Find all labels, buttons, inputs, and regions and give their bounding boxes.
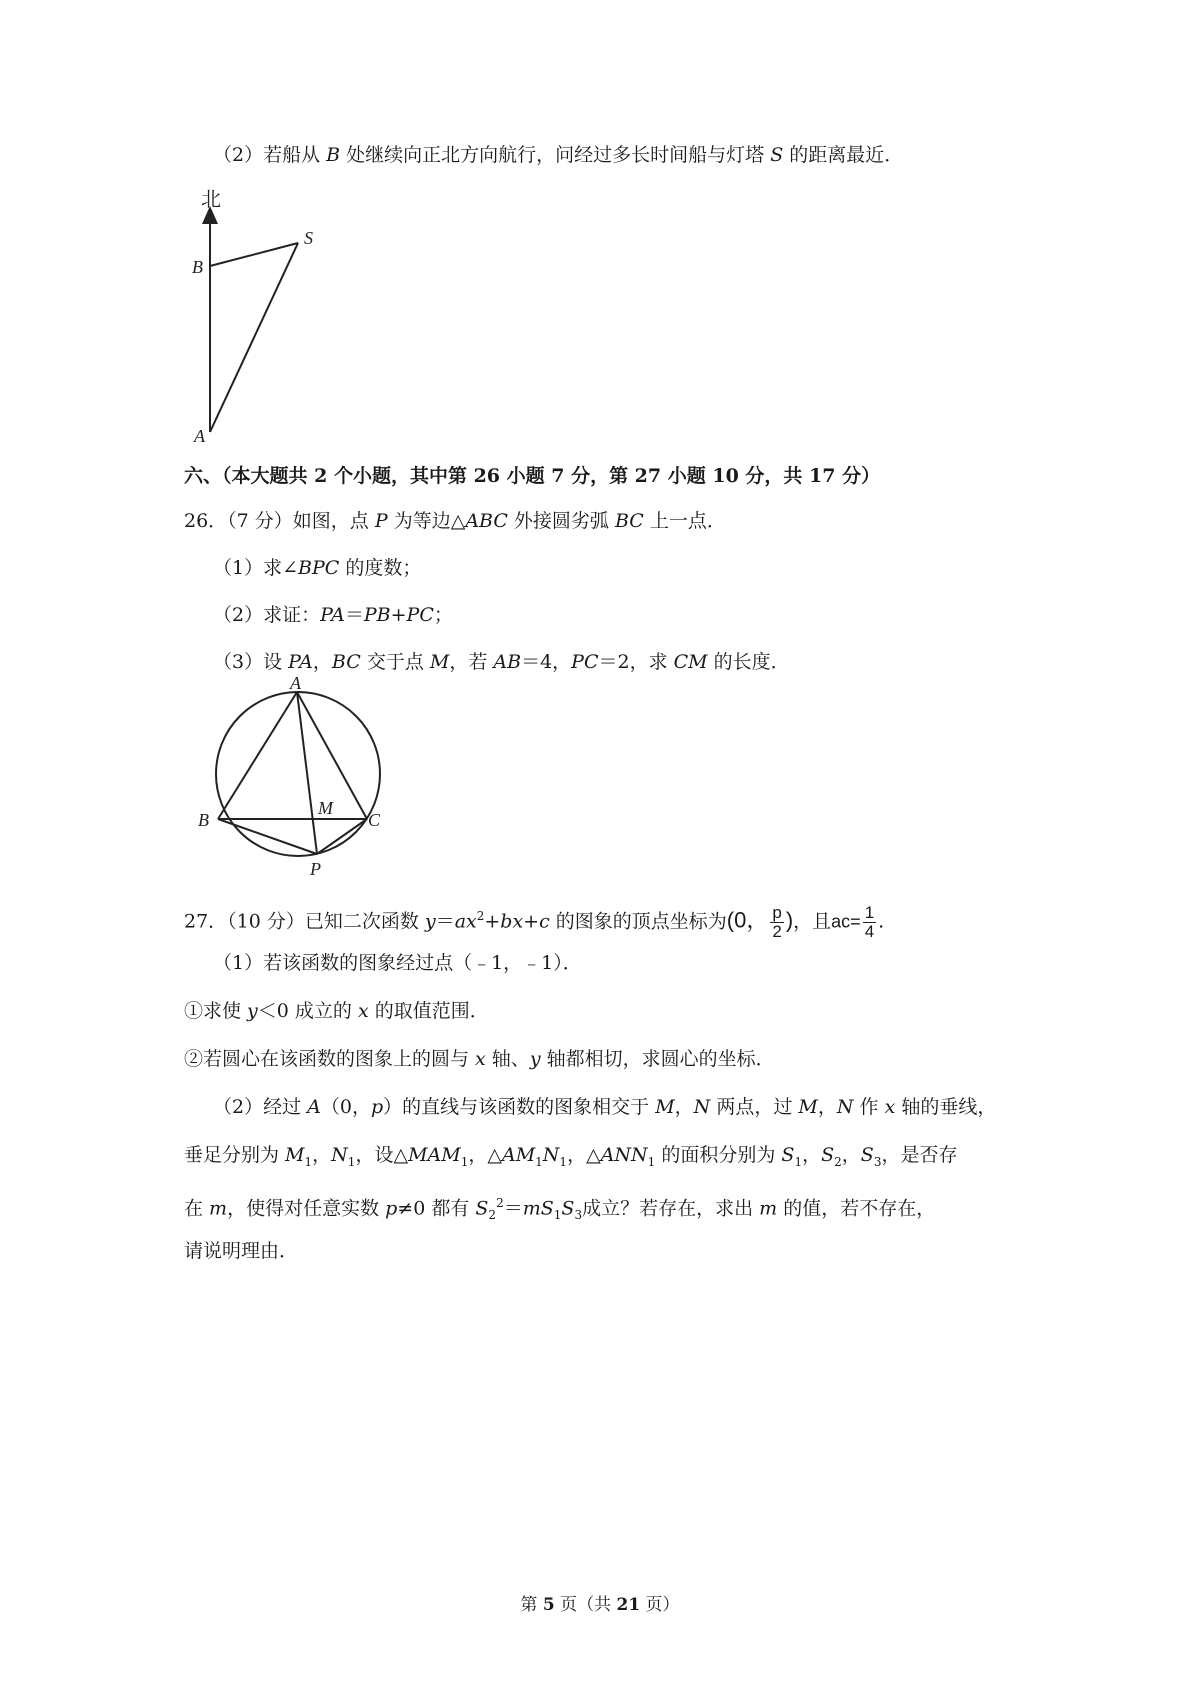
label-c: C <box>368 810 381 830</box>
q26-part1: （1）求∠BPC 的度数； <box>213 557 422 579</box>
q27-part2-line2: 垂足分别为 $M_1$，$N_1$，设$\triangle MAM_1$，$\triangle AM_1N_1$，$\triangle ANN_1$ 的面积分别为 $S_1$，$S_2$，$S_3$，是否存 <box>184 1144 958 1169</box>
vertex-fraction: $\frac{p}{2}$ <box>772 902 782 941</box>
page-footer: 第 5 页（共 21 页） <box>520 1595 680 1615</box>
q27-part1-item2: ②若圆心在该函数的图象上的圆与 x 轴、y 轴都相切，求圆心的坐标． <box>184 1048 775 1070</box>
segment-pb <box>218 819 317 854</box>
section-6-heading: 六、（本大题共 2 个小题，其中第 26 小题 7 分，第 27 小题 10 分，共 17 分） <box>184 465 881 487</box>
circumcircle <box>216 692 380 856</box>
q27-part2-line4: 请说明理由． <box>184 1240 299 1262</box>
label-b: B <box>198 810 209 830</box>
ac-fraction: $\frac{1}{4}$ <box>864 902 875 941</box>
label-b: B <box>192 257 203 277</box>
segment-bs <box>210 243 298 266</box>
q27-part1: （1）若该函数的图象经过点（﹣1，﹣1）． <box>213 952 582 974</box>
q26-figure <box>198 673 400 880</box>
label-s: S <box>304 228 313 248</box>
q26-stem: 26．（7 分）如图，点 P 为等边△ABC 外接圆劣弧 BC 上一点． <box>184 510 726 532</box>
side-ab <box>218 692 297 819</box>
label-m: M <box>318 798 333 818</box>
label-a: A <box>290 673 301 693</box>
segment-pa <box>297 692 317 854</box>
q27-stem: 27．（10 分）已知二次函数 $y=ax^2+bx+c$ 的图象的顶点坐标为(0， $\frac{p}{2}$ )，且ac= $\frac{1}{4}$ . <box>184 902 885 941</box>
north-label: 北 <box>201 187 221 211</box>
q26-part2: （2）求证：PA＝PB+PC； <box>213 604 453 626</box>
segment-as <box>210 243 298 432</box>
segment-pc <box>317 819 367 854</box>
q27-part1-item1: ①求使 y＜0 成立的 x 的取值范围． <box>184 1000 489 1022</box>
q25-figure <box>190 180 350 445</box>
q27-part2-line1: （2）经过 A（0，p）的直线与该函数的图象相交于 M，N 两点，过 M，N 作 x 轴的垂线， <box>213 1096 997 1118</box>
q27-part2-line3: 在 m，使得对任意实数 p≠0 都有 $S_2^2=mS_1S_3$成立？若存在，求出 m 的值，若不存在， <box>184 1196 936 1223</box>
label-p: P <box>310 859 321 879</box>
q25-part2: （2）若船从 B 处继续向正北方向航行，问经过多长时间船与灯塔 S 的距离最近． <box>213 144 904 166</box>
q26-part3: （3）设 PA，BC 交于点 M，若 AB＝4，PC＝2，求 CM 的长度． <box>213 651 790 673</box>
label-a: A <box>194 426 205 446</box>
